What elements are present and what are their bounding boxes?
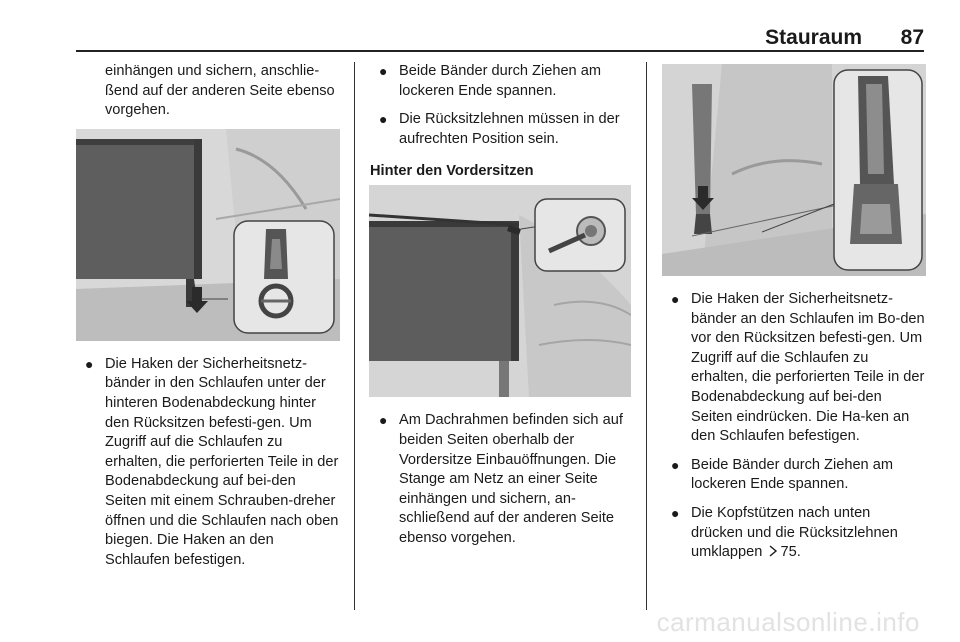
list-item [662, 504, 926, 563]
column-3 [662, 62, 926, 572]
figure-front-seat-net [369, 185, 631, 397]
bullet-icon: ● [85, 355, 94, 372]
list-item [370, 62, 632, 101]
watermark-text: carmanualsonline.info [656, 607, 920, 637]
intro-paragraph: einhängen und sichern, anschlie-ßend auf der anderen Seite ebenso vorgehen. [105, 63, 335, 119]
front-seat-net-illustration [369, 185, 631, 397]
header-divider [76, 50, 924, 52]
column-2 [370, 62, 632, 558]
list-item [370, 411, 632, 548]
bullet-icon: ● [379, 63, 388, 79]
list-item-text: Die Rücksitzlehnen müssen in der aufrechten Position sein. [399, 111, 620, 147]
list-item-text: Beide Bänder durch Ziehen am lockeren Ende spannen. [691, 456, 894, 493]
page-title: Stauraum [765, 26, 862, 49]
list-item-text: Beide Bänder durch Ziehen am lockeren Ende spannen. [399, 63, 602, 99]
bullet-icon: ● [379, 412, 388, 429]
list-item [662, 290, 926, 447]
list-item-text: Die Kopfstützen nach unten drücken und die Rücksitzlehnen umklappen [691, 504, 898, 561]
column-divider-1 [354, 62, 355, 610]
list-item [76, 355, 340, 571]
figure-rear-floor-hook [662, 64, 926, 276]
page-number: 87 [900, 26, 924, 49]
bullet-icon: ● [379, 111, 388, 128]
column-1 [76, 62, 340, 579]
rear-floor-hook-illustration [662, 64, 926, 276]
figure-trunk-hook [76, 129, 340, 341]
bullet-icon: ● [671, 291, 680, 307]
section-heading: Hinter den Vordersitzen [370, 163, 534, 180]
bullet-icon: ● [671, 504, 680, 521]
page-reference-arrow-icon [768, 545, 778, 557]
bullet-icon: ● [671, 456, 680, 473]
list-item-text: Die Haken der Sicherheitsnetz-bänder in den Schlaufen unter der hinteren Bodenabdeckung hinter den Rücksitzen befesti-gen. Um Zugriff auf die Schlaufen zu erhalten, die perforierten Teile in der Bodenabdeckung auf bei-den Seiten mit einem Schrauben-dreher öffnen und die Schlaufen nach oben biegen. Die Haken an den Schlaufen befestigen. [105, 355, 339, 568]
column-divider-2 [646, 62, 647, 610]
page-reference-link[interactable]: 75. [780, 544, 801, 561]
list-item-text: Am Dachrahmen befinden sich auf beiden Seiten oberhalb der Vordersitze Einbauöffnungen. Die Stange am Netz an einer Seite einhängen und sichern, an-schließend auf der anderen Seite ebenso vorgehen. [399, 412, 623, 546]
list-item [662, 456, 926, 495]
list-item [370, 110, 632, 149]
trunk-hook-illustration [76, 129, 340, 341]
list-item-text: Die Haken der Sicherheitsnetz-bänder an den Schlaufen im Bo-den vor den Rücksitzen befesti-gen. Um Zugriff auf die Schlaufen zu erhalten, die perforierten Teile in der Bodenabdeckung auf bei-den Seiten eindrücken. Die Ha-ken an den Schlaufen befestigen. [691, 291, 925, 445]
